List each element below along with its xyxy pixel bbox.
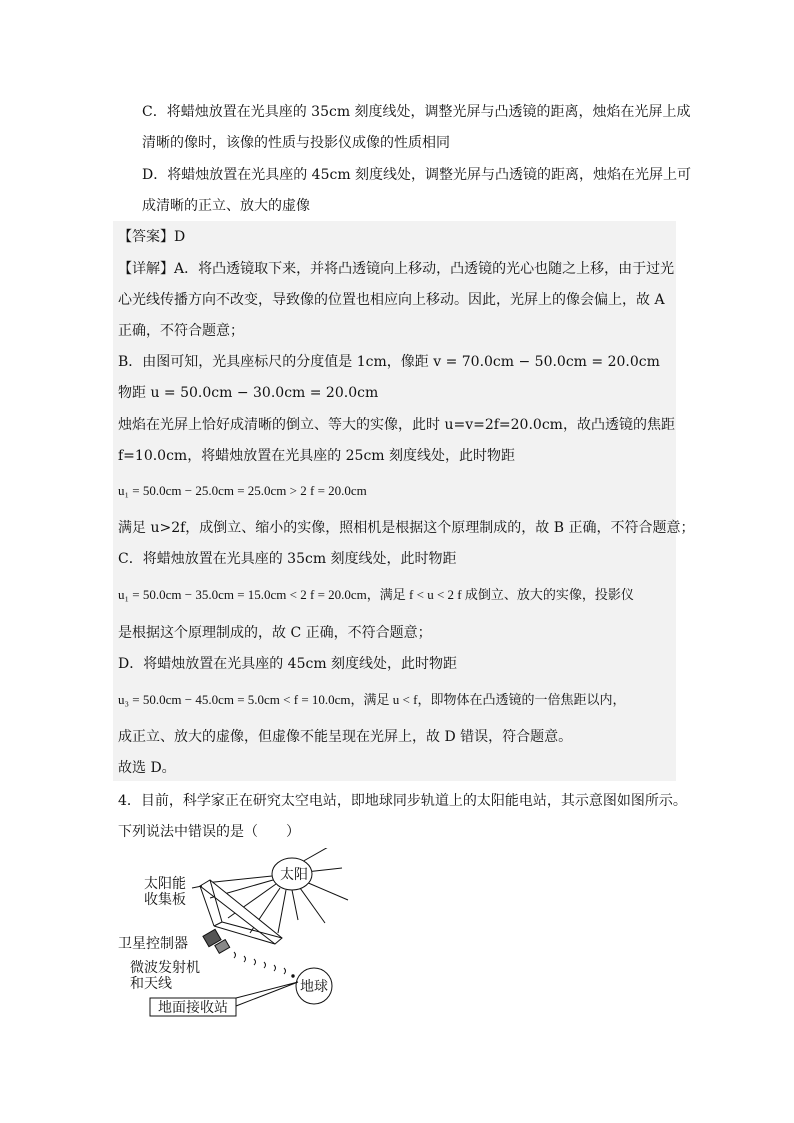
- microwave-beam: [234, 952, 286, 974]
- explanation-c-line-2: u₁ = 50.0cm − 35.0cm = 15.0cm < 2 f = 20.0cm，满足 f < u < 2 f 成倒立、放大的实像，投影仪: [118, 587, 634, 602]
- explanation-b-line-2: 物距 u = 50.0cm − 30.0cm = 20.0cm: [118, 385, 379, 401]
- space-power-station-diagram: [110, 848, 370, 1048]
- sun-ray: [292, 890, 298, 920]
- explanation-d-line-3: 成正立、放大的虚像，但虚像不能呈现在光屏上，故 D 错误，符合题意。: [118, 729, 573, 745]
- explanation-a-line-2: 心光线传播方向不改变，导致像的位置也相应向上移动。因此，光屏上的像会偏上，故 A: [118, 292, 665, 308]
- explanation-a-line-3: 正确，不符合题意；: [118, 323, 244, 339]
- sun-ray: [205, 876, 272, 883]
- microwave-label-2: 和天线: [130, 976, 172, 992]
- explanation-d-line-2: u₃ = 50.0cm − 45.0cm = 5.0cm < f = 10.0cm，满足 u < f，即物体在凸透镜的一倍焦距以内，: [118, 692, 626, 707]
- solar-panel-label-2: 收集板: [144, 892, 186, 908]
- question-4-line-1: 4．目前，科学家正在研究太空电站，即地球同步轨道上的太阳能电站，其示意图如图所示。: [118, 793, 687, 809]
- option-d-line-2: 成清晰的正立、放大的虚像: [142, 198, 310, 214]
- explanation-b-line-3: 烛焰在光屏上恰好成清晰的倒立、等大的实像，此时 u=v=2f=20.0cm，故凸透镜的焦距: [118, 417, 675, 433]
- sun-ray: [300, 848, 330, 863]
- explanation-b-line-6: 满足 u>2f，成倒立、缩小的实像，照相机是根据这个原理制成的，故 B 正确，不符合题意；: [118, 520, 695, 536]
- option-c-line-1: C．将蜡烛放置在光具座的 35cm 刻度线处，调整光屏与凸透镜的距离，烛焰在光屏上成: [142, 104, 691, 120]
- sun-label: 太阳: [280, 867, 308, 883]
- answer-label: 【答案】D: [118, 229, 186, 245]
- sun-ray: [306, 882, 348, 900]
- sun-ray: [278, 890, 286, 933]
- explanation-c-line-3: 是根据这个原理制成的，故 C 正确，不符合题意；: [118, 625, 432, 641]
- explanation-d-line-1: D．将蜡烛放置在光具座的 45cm 刻度线处，此时物距: [118, 656, 458, 672]
- explanation-c-line-1: C．将蜡烛放置在光具座的 35cm 刻度线处，此时物距: [118, 551, 457, 567]
- solar-panel-label-1: 太阳能: [144, 876, 186, 892]
- microwave-dot: [292, 975, 294, 977]
- explanation-conclusion: 故选 D。: [118, 760, 176, 776]
- ground-station-label: 地面接收站: [158, 1000, 228, 1016]
- explanation-b-line-4: f=10.0cm，将蜡烛放置在光具座的 25cm 刻度线处，此时物距: [118, 448, 516, 464]
- question-4-line-2: 下列说法中错误的是（ ）: [118, 824, 300, 840]
- explanation-b-line-5: u₁ = 50.0cm − 25.0cm = 25.0cm > 2 f = 20.0cm: [118, 483, 367, 498]
- satellite-controller-label: 卫星控制器: [118, 936, 188, 952]
- sun-ray: [300, 888, 325, 923]
- microwave-label-1: 微波发射机: [130, 960, 200, 976]
- option-c-line-2: 清晰的像时，该像的性质与投影仪成像的性质相同: [142, 135, 450, 151]
- earth-label: 地球: [300, 979, 328, 995]
- explanation-a-line-1: 【详解】A．将凸透镜取下来，并将凸透镜向上移动，凸透镜的光心也随之上移，由于过光: [118, 261, 675, 277]
- explanation-b-line-1: B．由图可知，光具座标尺的分度值是 1cm，像距 v = 70.0cm − 50.0cm = 20.0cm: [118, 354, 660, 370]
- option-d-line-1: D．将蜡烛放置在光具座的 45cm 刻度线处，调整光屏与凸透镜的距离，烛焰在光屏上可: [142, 167, 692, 183]
